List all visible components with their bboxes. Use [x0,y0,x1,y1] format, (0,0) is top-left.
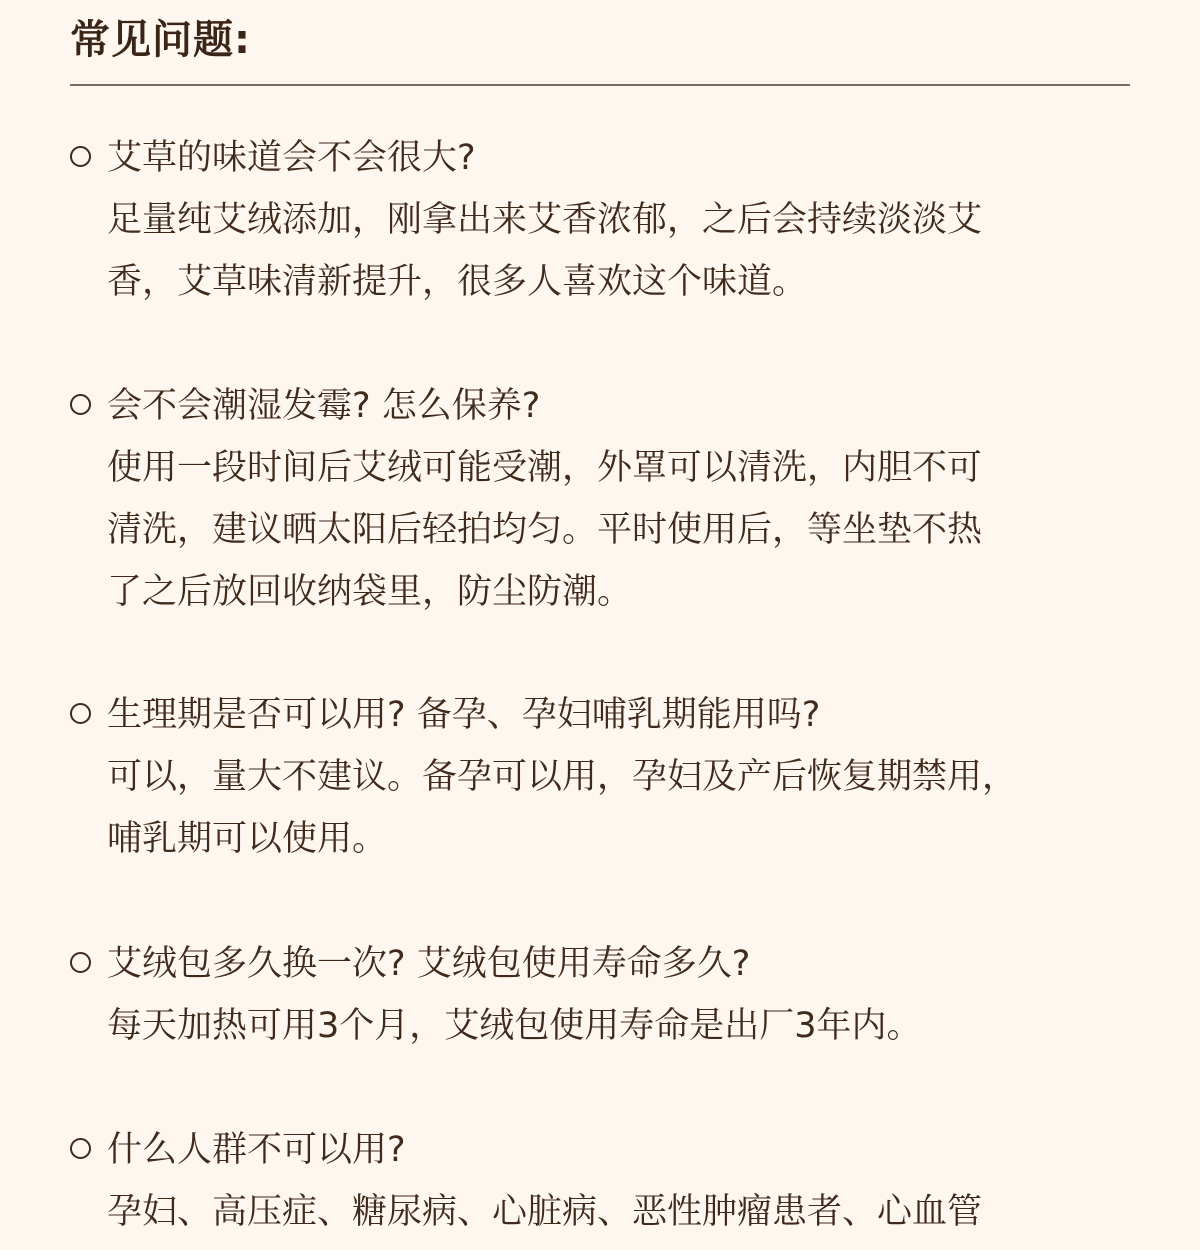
faq-question-row [70,375,1130,437]
faq-question: 艾草的味道会不会很大? [107,138,476,178]
faq-item-replacement [70,933,1130,1057]
faq-answer: 可以，量大不建议。备孕可以用，孕妇及产后恢复期禁用， 哺乳期可以使用。 [107,757,1018,859]
circle-bullet-icon [70,703,91,724]
faq-question: 生理期是否可以用? 备孕、孕妇哺乳期能用吗? [107,695,821,735]
page-title: 常见问题: [70,17,251,63]
circle-bullet-icon [70,146,91,167]
faq-page [70,0,1130,1250]
faq-question-row [70,1119,1130,1181]
circle-bullet-icon [70,952,91,973]
faq-answer: 足量纯艾绒添加，刚拿出来艾香浓郁，之后会持续淡淡艾 香，艾草味清新提升，很多人喜欢这个味道。 [107,200,983,302]
faq-item-moisture [70,375,1130,623]
faq-item-taste [70,127,1130,313]
faq-question-row [70,127,1130,189]
title-divider [70,84,1130,86]
faq-question: 会不会潮湿发霉? 怎么保养? [107,386,541,426]
faq-answer: 使用一段时间后艾绒可能受潮，外罩可以清洗，内胆不可 清洗，建议晒太阳后轻拍均匀。平时使用后，等坐垫不热 了之后放回收纳袋里，防尘防潮。 [107,448,983,612]
faq-question: 艾绒包多久换一次? 艾绒包使用寿命多久? [107,944,751,984]
faq-question-row [70,933,1130,995]
faq-item-period [70,684,1130,870]
faq-question: 什么人群不可以用? [107,1130,406,1170]
faq-answer: 孕妇、高压症、糖尿病、心脏病、恶性肿瘤患者、心血管 [107,1192,983,1232]
faq-item-restrictions [70,1119,1130,1243]
faq-answer: 每天加热可用3个月，艾绒包使用寿命是出厂3年内。 [107,1006,922,1046]
circle-bullet-icon [70,394,91,415]
circle-bullet-icon [70,1138,91,1159]
faq-question-row [70,684,1130,746]
